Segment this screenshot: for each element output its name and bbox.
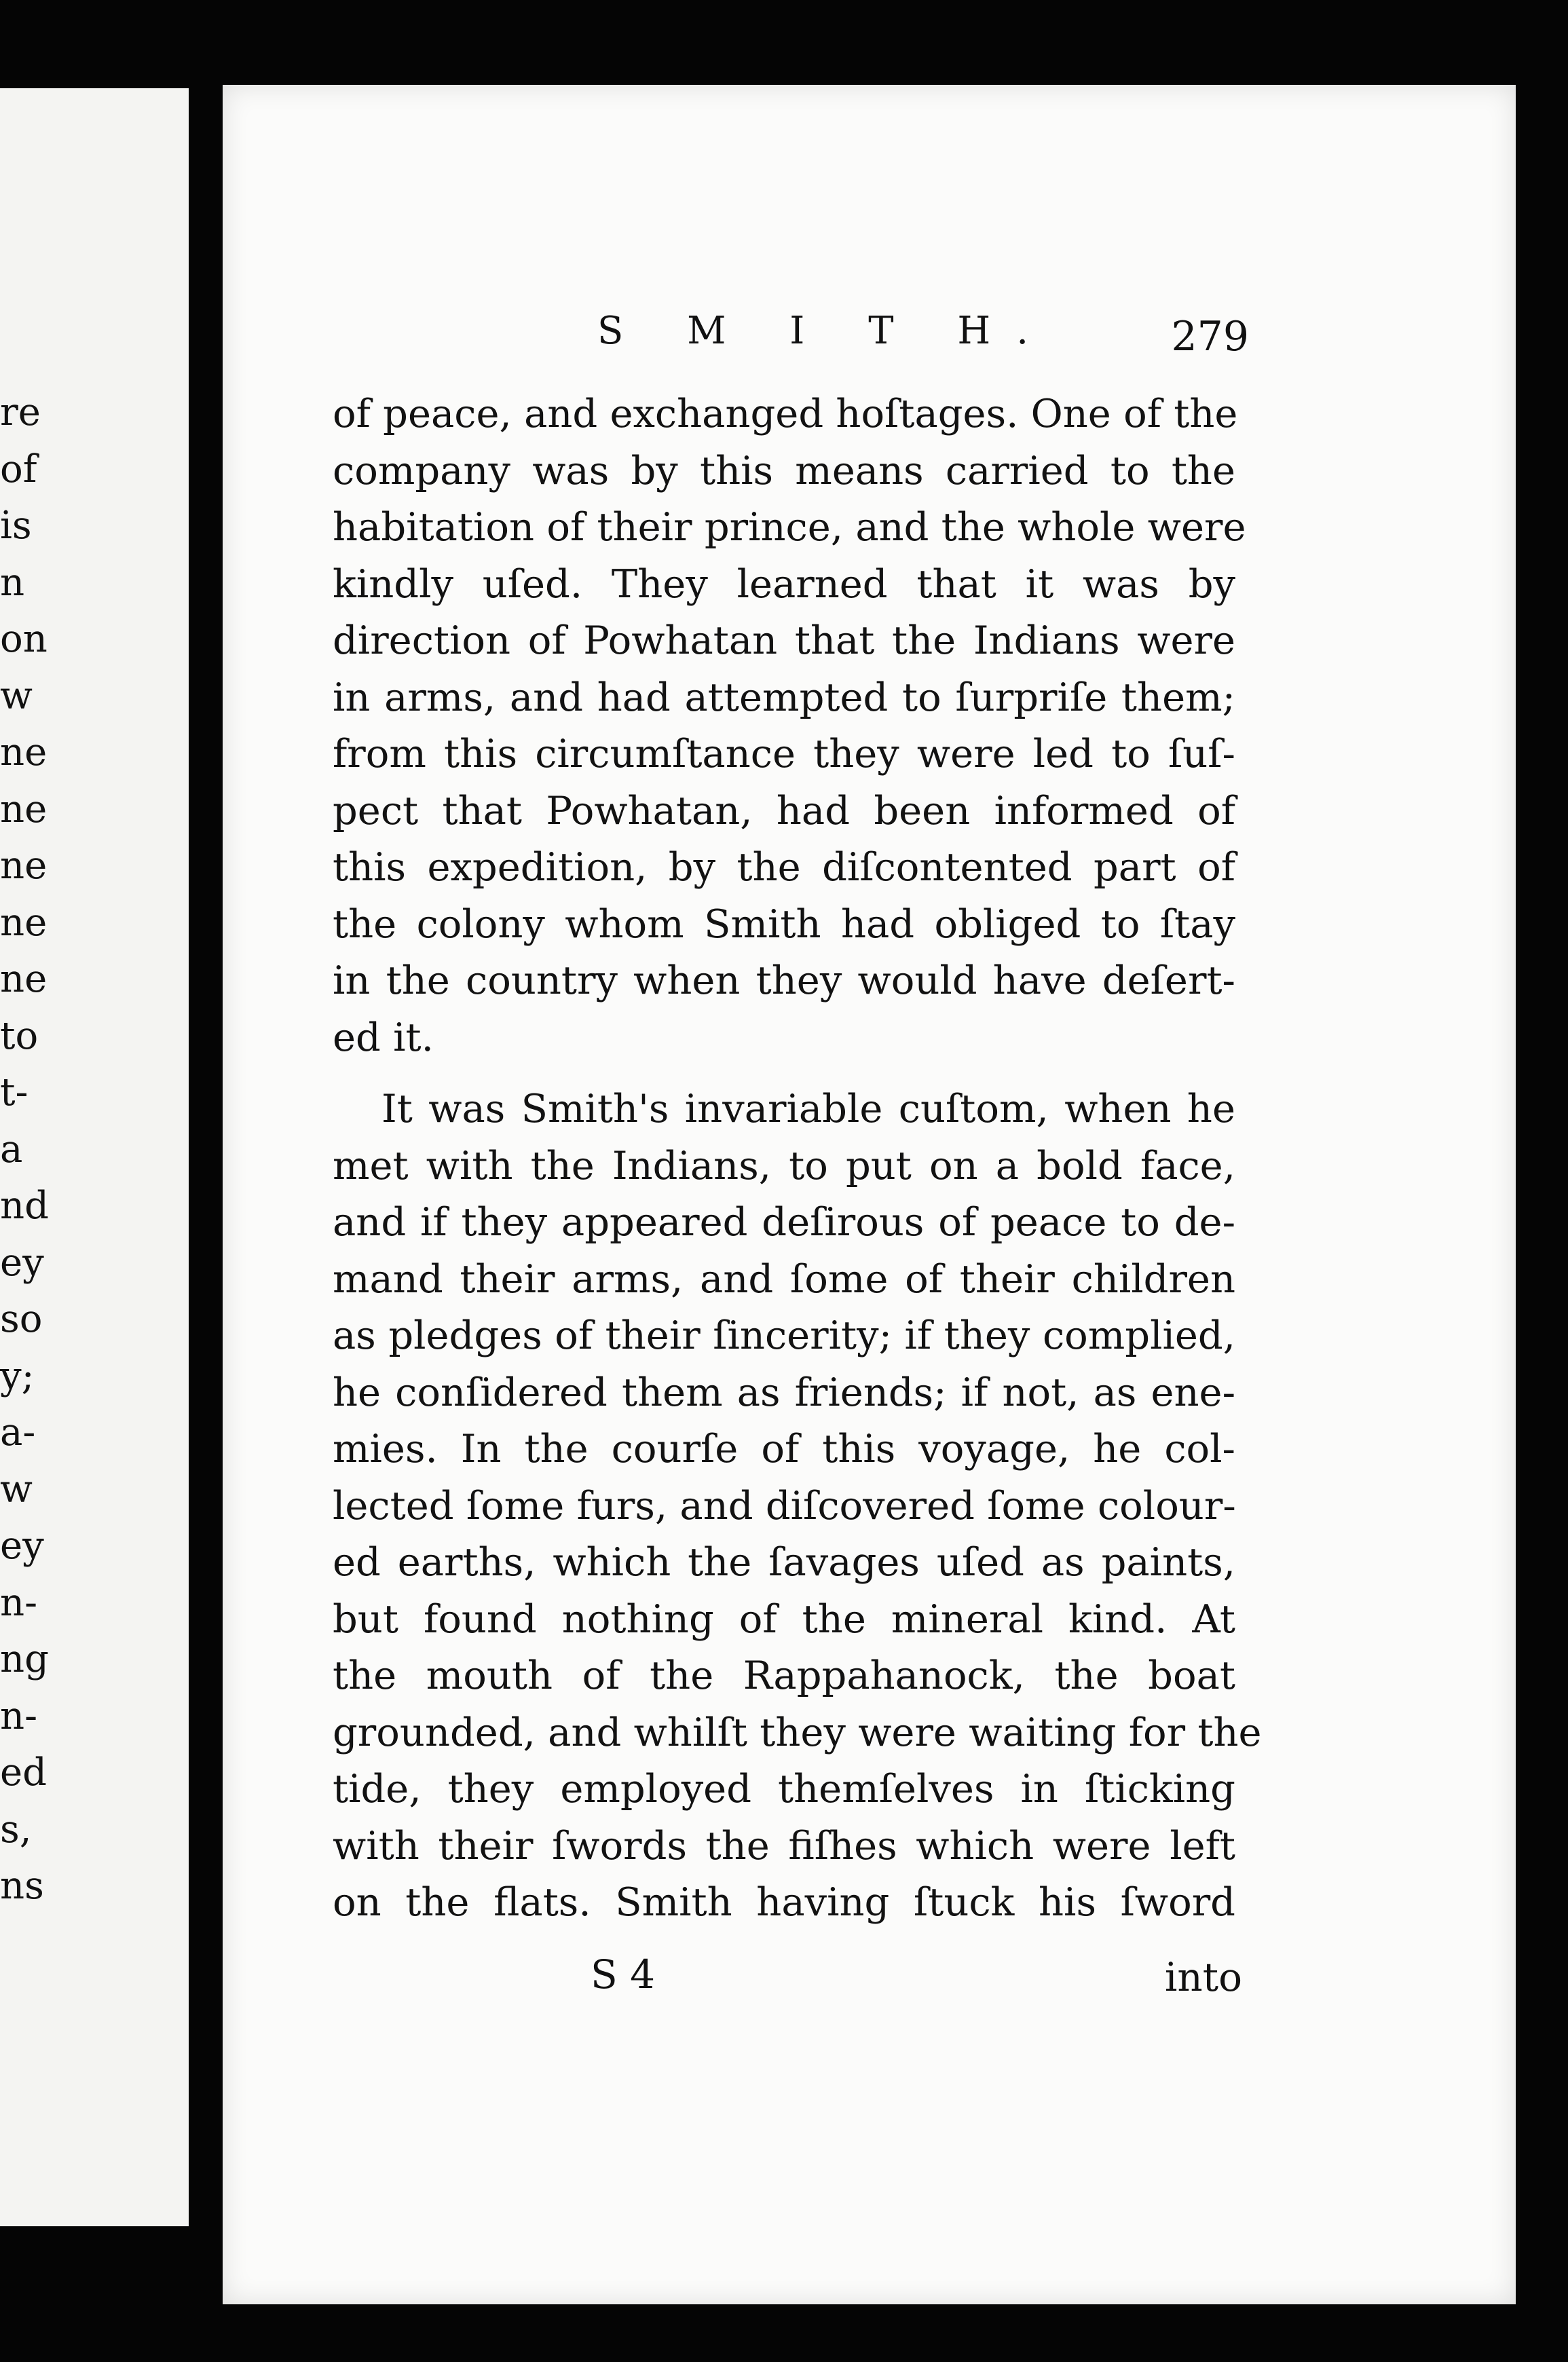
text-line: but found nothing of the mineral kind. At xyxy=(333,1596,1235,1642)
text-line: company was by this means carried to the xyxy=(333,447,1235,493)
left-page-fragment: on xyxy=(0,617,48,661)
text-line: met with the Indians, to put on a bold face, xyxy=(333,1142,1235,1188)
text-line: and if they appeared deſirous of peace to de- xyxy=(333,1199,1235,1245)
left-page-fragment: ne xyxy=(0,844,48,888)
text-line: on the flats. Smith having ſtuck his ſword xyxy=(333,1879,1235,1925)
left-page-fragment: ne xyxy=(0,900,48,945)
left-page-fragment: ne xyxy=(0,730,48,774)
left-page-fragment: n xyxy=(0,560,25,605)
text-line: as pledges of their ſincerity; if they complied, xyxy=(333,1313,1235,1358)
left-page-fragment: ne xyxy=(0,787,48,831)
signature-mark: S 4 xyxy=(591,1951,656,1998)
text-line: mies. In the courſe of this voyage, he col- xyxy=(333,1426,1235,1471)
text-line: direction of Powhatan that the Indians were xyxy=(333,618,1235,663)
left-page-fragment: w xyxy=(0,1467,33,1512)
text-line: in the country when they would have deſert- xyxy=(333,958,1235,1003)
text-line: with their ſwords the fiſhes which were left xyxy=(333,1822,1235,1869)
text-line: kindly uſed. They learned that it was by xyxy=(333,561,1235,607)
catchword: into xyxy=(1164,1954,1242,2000)
text-line: this expedition, by the diſcontented part of xyxy=(333,844,1235,890)
text-line: pect that Powhatan, had been informed of xyxy=(333,787,1235,833)
paragraph xyxy=(333,1081,1262,1931)
text-line: mand their arms, and ſome of their children xyxy=(333,1256,1235,1302)
running-header xyxy=(367,309,1249,363)
left-page-fragment: ne xyxy=(0,957,48,1001)
left-page-fragment: of xyxy=(0,447,37,491)
paragraph xyxy=(333,386,1246,1066)
text-line: of peace, and exchanged hoſtages. One of the xyxy=(333,391,1238,436)
left-page-fragment: a- xyxy=(0,1410,36,1455)
left-page-fragment: w xyxy=(0,673,33,718)
left-page-fragment: so xyxy=(0,1297,43,1341)
text-line: the mouth of the Rappahanock, the boat xyxy=(333,1653,1235,1698)
left-page-fragment: s, xyxy=(0,1807,32,1852)
left-page-fragment: nd xyxy=(0,1184,49,1228)
left-page-fragment: is xyxy=(0,504,32,548)
left-page-fragment: a xyxy=(0,1127,23,1171)
text-line: grounded, and whilſt they were waiting for the xyxy=(333,1709,1262,1755)
body-text xyxy=(333,386,1262,1931)
left-page-fragment: ng xyxy=(0,1637,49,1681)
book-gutter xyxy=(189,81,223,2240)
left-page-fragment: ey xyxy=(0,1240,44,1285)
text-line: in arms, and had attempted to ſurpriſe them; xyxy=(333,674,1235,720)
text-line: lected ſome furs, and diſcovered ſome colour- xyxy=(333,1482,1236,1529)
left-page-fragment: t- xyxy=(0,1070,29,1114)
text-line: habitation of their prince, and the whole were xyxy=(333,504,1246,550)
text-line: ed it. xyxy=(333,1014,434,1060)
running-title: S M I T H. xyxy=(597,309,1055,353)
page-number: 279 xyxy=(1171,313,1249,360)
text-line: ed earths, which the ſavages uſed as paints, xyxy=(333,1539,1235,1585)
page-footer xyxy=(591,1951,1242,2006)
left-page-fragment: y; xyxy=(0,1353,35,1398)
left-page xyxy=(0,88,189,2226)
text-line: from this circumſtance they were led to ſuſ- xyxy=(333,731,1235,776)
left-page-fragment: ey xyxy=(0,1524,44,1568)
left-page-fragment: ed xyxy=(0,1750,47,1795)
left-page-text-fragments xyxy=(0,88,189,2226)
left-page-fragment: n- xyxy=(0,1580,37,1625)
left-page-fragment: to xyxy=(0,1013,39,1058)
text-line: he conſidered them as friends; if not, as ene- xyxy=(333,1369,1235,1415)
left-page-fragment: re xyxy=(0,390,41,434)
text-line: the colony whom Smith had obliged to ſtay xyxy=(333,901,1235,947)
paragraph-gap xyxy=(333,1066,1235,1081)
left-page-fragment: ns xyxy=(0,1864,44,1908)
text-line: tide, they employed themſelves in ſticking xyxy=(333,1766,1235,1812)
text-line: It was Smith's invariable cuſtom, when he xyxy=(381,1086,1235,1131)
left-page-fragment: n- xyxy=(0,1693,37,1738)
